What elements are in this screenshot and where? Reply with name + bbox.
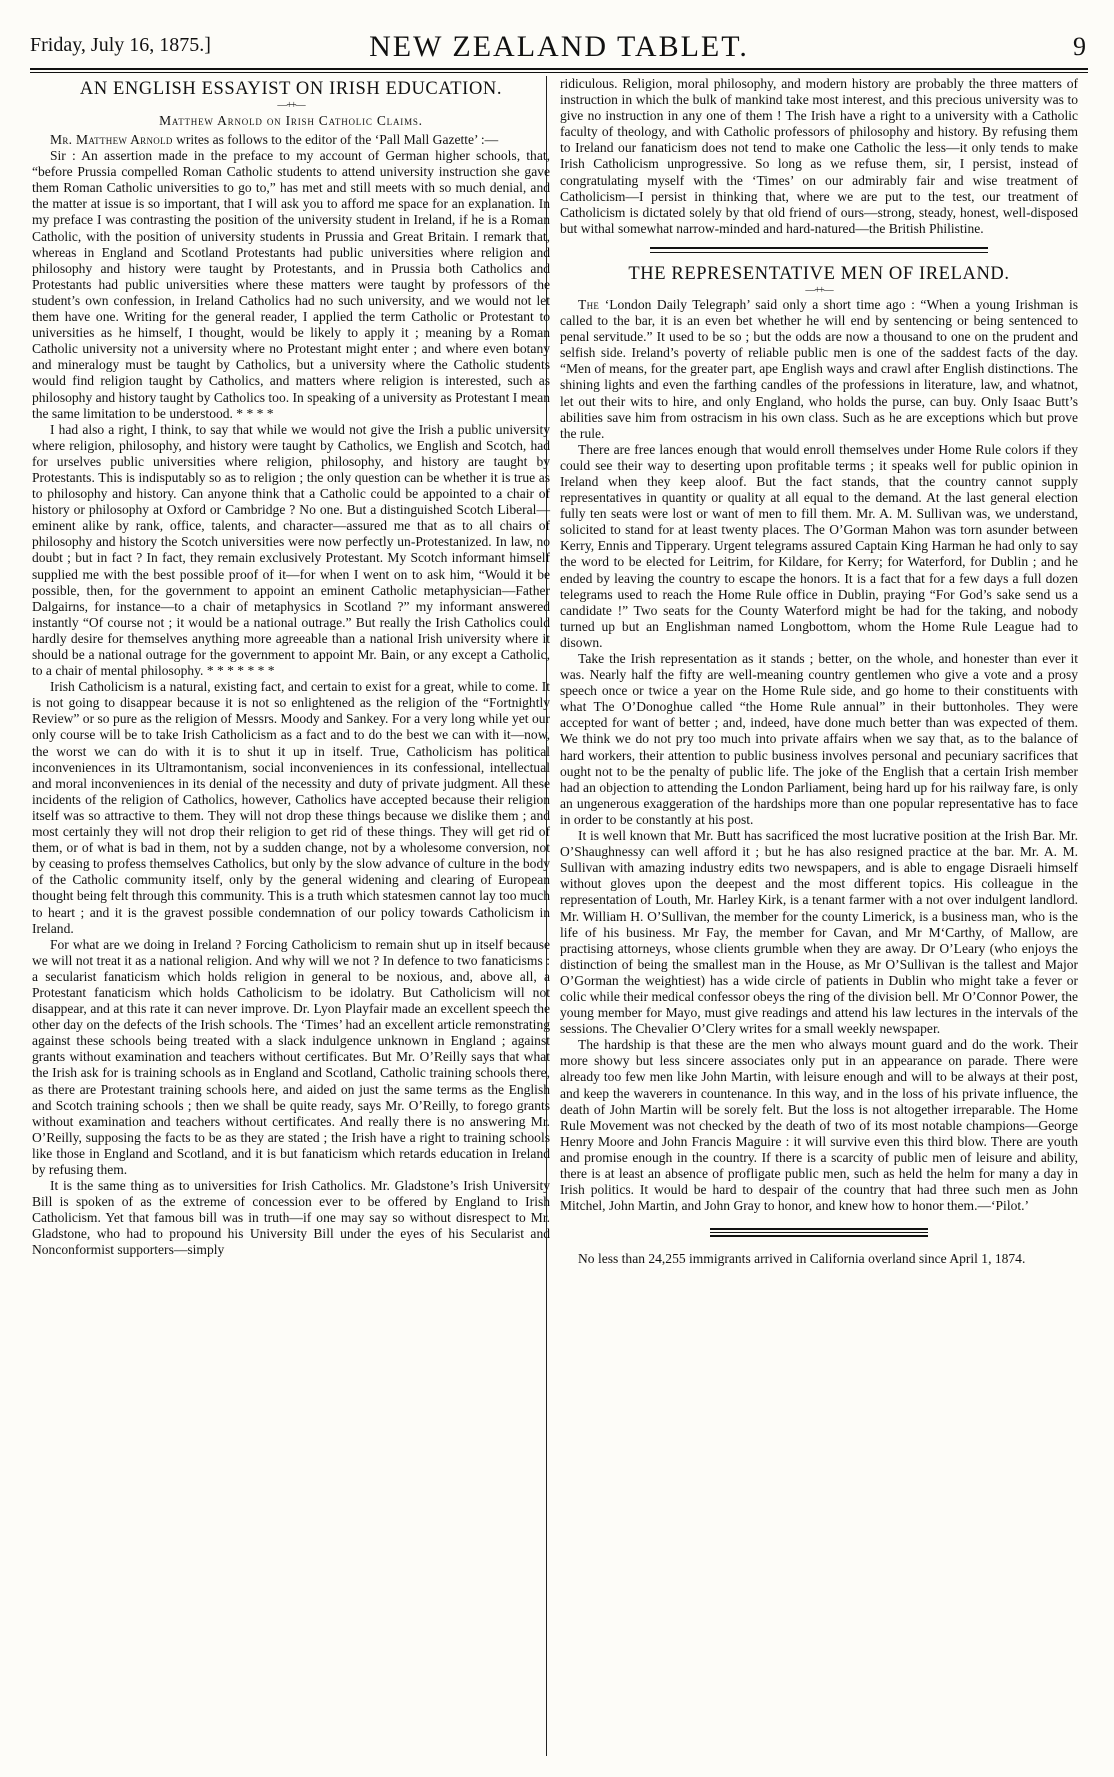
article1-heading: AN ENGLISH ESSAYIST ON IRISH EDUCATION.: [79, 79, 503, 99]
page-number: 9: [1073, 32, 1086, 61]
article2-paragraph: It is well known that Mr. Butt has sacrificed the most lucrative position at the Irish Bar. Mr. O’Shaughnessy can well afford it ; but he has also resigned practice at the bar. Mr. A. M. Sullivan with amazing industry edits two newspapers, and is able to engage Disraeli himself without gloves upon the deepest and the most different topics. His colleague in the representation of Louth, Mr. Harley Kirk, is a tenant farmer with a not over indulgent landlord. Mr. William H. O’Sullivan, the member for the county Limerick, is a business man, who is the life of his business. Mr Fay, the member for Cavan, and Mr M‘Carthy, of Mallow, are practising attorneys, whose clients grumble when they are away. Dr O’Leary (who enjoys the distinction of being the smallest man in the House, as Mr O’Sullivan is the tallest and Major O’Gorman the weightiest) has a wide circle of patients in Dublin who might take a fever or colic while their medical confessor obeys the ring of the division bell. Mr O’Connor Power, the young member for Mayo, must give readings and attend his law lectures in the intervals of the sessions. The Chevalier O’Clery writes for a small weekly newspaper.: [560, 828, 1078, 1037]
article2-intro-lead: The: [578, 296, 600, 312]
article1-paragraph: I had also a right, I think, to say that while we would not give the Irish a public university where religion, philosophy, and history were taught by Catholics, we English and Scotch, had for urselves public universities where religion, philosophy, and history are taught by Protestants. This is indisputably so as to religion ; the only question can be whether it is true as to philosophy and history. Can anyone think that a Catholic could be appointed to a chair of history or philosophy at Oxford or Cambridge ? No one. But a distinguished Scotch Liberal—eminent alike by rank, office, talents, and character—assured me that as to all chairs of philosophy and history the Scotch universities were now perfectly un-Protestanized. In law, no doubt ; but in fact ? In fact, they remain exclusively Protestant. My Scotch informant himself supplied me with the best possible proof of it—for when I went on to ask him, “Would it be possible, then, for the government to appoint an eminent Catholic metaphysician—Father Dalgairns, for instance—to a chair of metaphysics in Scotland ?” my informant answered instantly “Of course not ; it would be a national outrage.” But really the Irish Catholics could hardly desire for themselves anything more agreeable than a national Irish university where it should be a national outrage for the government to appoint Mr. Bain, or any except a Catholic, to a chair of mental philosophy. * * * * * * *: [32, 421, 550, 679]
article2-ornament: —++—: [805, 284, 833, 296]
masthead-rule: [30, 68, 1088, 73]
article2-heading: THE REPRESENTATIVE MEN OF IRELAND.: [628, 263, 1010, 284]
immigration-notice: No less than 24,255 immigrants arrived in California overland since April 1, 1874.: [578, 1251, 1026, 1267]
right-column: [560, 76, 1078, 1267]
left-column: [32, 76, 550, 1259]
article1-paragraph: For what are we doing in Ireland ? Forcing Catholicism to remain shut up in itself because we will not treat it as a national religion. And why will we not ? In defence to two fanaticisms : a secularist fanaticism which holds religion in general to be noxious, and, above all, a Protestant fanaticism which holds Catholicism to be idolatry. But Catholicism will not disappear, and at this rate it can never improve. Dr. Lyon Playfair made an excellent speech the other day on the defects of the Irish schools. The ‘Times’ had an excellent article remonstrating against these schools being treated with a slack indulgence unknown in England ; against grants without examination and teachers without certificates. But Mr. O’Reilly says that what the Irish ask for is training schools as in England and Scotland, Catholic training schools there, as there are Protestant training schools here, and aided on just the same terms as the English and Scotch training schools ; then we shall be quite ready, says Mr. O’Reilly, to forego grants without examination and teachers without certificates. And really there is no answering Mr. O’Reilly, supposing the facts to be as they are stated ; the Irish have a right to training schools like those in England and Scotland, and it is but fanaticism which retards education in Ireland by refusing them.: [32, 936, 550, 1177]
article1-paragraph: It is the same thing as to universities for Irish Catholics. Mr. Gladstone’s Irish University Bill is spoken of as the extreme of concession ever to be offered by England to Irish Catholicism. Yet that famous bill was in truth—if one may say so without disrespect to Mr. Gladstone, who had to propound his University Bill under the eyes of his Secularist and Nonconformist supporters—simply: [32, 1178, 550, 1258]
article1-paragraph: Irish Catholicism is a natural, existing fact, and certain to exist for a great, while to come. It is not going to disappear because it is not so enlightened as the religion of the “Fortnightly Review” or so pure as the religion of Messrs. Moody and Sankey. For a very long while yet our only course will be to take Irish Catholicism as a fact and to do the best we can with it—now, the worst we can do with it is to shut it up in itself. True, Catholicism has political inconveniences in its Ultramontanism, social inconveniences in its confessional, intellectual and moral inconveniences in its denial of the necessity and duty of private judgment. All these incidents of the religion of Catholics, however, Catholics have accepted because their religion itself was so attractive to them. They will not drop these things because we dislike them ; and most certainly they will not drop their religion to get rid of these things. They will get rid of them, or of what is bad in them, not by a sudden change, not by a wholesome conversion, not by ceasing to profess themselves Catholics, but only by the slow advance of culture in the body of the Catholic community itself, only by the general widening and clearing of European thought being felt through this community. This is a truth which statesmen cannot lay too much to heart ; and it is the gravest possible condemnation of our policy towards Catholicism in Ireland.: [32, 679, 550, 936]
newspaper-title: NEW ZEALAND TABLET.: [369, 30, 749, 63]
article1-subheading: Matthew Arnold on Irish Catholic Claims.: [159, 113, 423, 128]
article1-intro-rest: writes as follows to the editor of the ‘Pall Mall Gazette’ :—: [172, 132, 499, 147]
notice-separator: [710, 1228, 928, 1237]
article1-intro: [32, 132, 550, 148]
article2-paragraph: There are free lances enough that would enroll themselves under Home Rule colors if they could see their way to deserting upon profitable terms ; it speaks well for public opinion in Ireland when they keep aloof. But the fact stands, that the country cannot supply representatives in quantity or quality at all equal to the demand. At the last general election fully ten seats were lost or want of men to fill them. Mr. A. M. Sullivan was, we understand, solicited to stand for at least twenty places. The O’Gorman Mahon was torn asunder between Kerry, Ennis and Tipperary. Urgent telegrams assured Captain King Harman he had only to say the word to be elected for Leitrim, for Kildare, for Kerry; for Waterford, for Dublin ; and he ended by leaving the country to escape the honors. It is a fact that for a few days a full dozen telegrams used to reach the Home Rule office in Dublin, praying “For God’s sake send us a candidate !” Two seats for the County Waterford might be had for the taking, and nobody turned up but an Englishman named Longbottom, whom the Home Rule League had to disown.: [560, 441, 1078, 650]
article2-paragraph: The hardship is that these are the men who always mount guard and do the work. Their more showy but less sincere associates only put in an appearance on parade. There were already too few men like John Martin, with leisure enough and will to be always at their post, and keep the waverers in countenance. In this way, and in the loss of his private influence, the death of John Martin will be sorely felt. But the loss is not altogether irreparable. The Home Rule Movement was not checked by the death of two of its most notable champions—George Henry Moore and John Francis Maguire : it will survive even this third blow. There are youth and promise enough in the country. If there is a scarcity of public men of leisure and ability, there is at least an absence of profligate public men, such as held the helm for many a day in Irish politics. It would be hard to despair of the country that had three such men as John Mitchel, John Martin, and John Gray to honor, and knew how to honor them.—‘Pilot.’: [560, 1037, 1078, 1214]
article1-paragraph: Sir : An assertion made in the preface to my account of German higher schools, that, “before Prussia compelled Roman Catholic students to attend university instruction she gave them Roman Catholic universities to go to,” has met and still meets with so much denial, and the matter at issue is so important, that I will ask you to afford me space for an explanation. In my preface I was contrasting the position of the university student in Ireland, if he is a Roman Catholic, with the position of university students in Prussia and Great Britain. I remark that, whereas in England and Scotland Protestants had public universities where religion and philosophy and history were taught by Protestants, and in Prussia both Catholics and Protestants had public universities where these matters were taught by professors of the student’s own confession, in Ireland Catholics had no such university, and we would not let them have one. Writing for the general reader, I applied the term Catholic or Protestant to universities as he himself, I thought, would be likely to apply it ; meaning by a Roman Catholic university not a university where no Protestant might enter ; and where even botany and mineralogy must be taught by Catholics, but a university where the Catholic students would find religion taught by Catholics, and matters where religion is interested, such as philosophy and history taught by Catholics too. In speaking of a university as Protestant I mean the same limitation to be understood. * * * *: [32, 148, 550, 421]
article2-paragraph: Take the Irish representation as it stands ; better, on the whole, and honester than ever it was. Nearly half the fifty are well-meaning country gentlemen who give a vote and a prosy speech once or twice a year on the Home Rule side, and go home to their constituents with what The O’Donoghue called “the Home Rule annual” in their buttonholes. They were accepted for want of better ; and, indeed, have done much better than was expected of them. We think we do not pry too much into private affairs when we say that, as to the balance of hard workers, their attention to public business involves personal and pecuniary sacrifices that ought not to be the penalty of public life. The joke of the English that a certain Irish member had an objection to attending the London Parliament, being hard up for his railway fare, is only an ungenerous exaggeration of the hardships more than one popular representative has to face in order to be constantly at his post.: [560, 651, 1078, 827]
article1-ornament: —++—: [277, 100, 305, 111]
masthead: [30, 28, 1088, 68]
article2-intro-rest: ‘London Daily Telegraph’ said only a short time ago : “When a young Irishman is called to the bar, it is an even bet whether he will end by sentencing or being sentenced to penal servitude.” It used to be so ; but the odds are now a thousand to one on the prudent and selfish side. Ireland’s poverty of reliable public men is one of the saddest facts of the day. “Men of means, for the greater part, ape English ways and crawl after English distinctions. The shining lights and even the farthing candles of the professions in literature, law, and whatnot, let out their wits to hire, and only England, who holds the purse, can buy. Only Isaac Butt’s abilities save him from ostracism in his own class. Such as he are exceptions which but prove the rule.: [560, 296, 1078, 441]
article2-intro: [560, 297, 1078, 442]
article-separator: [650, 247, 988, 253]
article1-continuation: ridiculous. Religion, moral philosophy, and modern history are probably the three matters of instruction in which the bulk of mankind take most interest, and this precious university was to give no instruction in any one of them ! The Irish have a right to a university with a Catholic faculty of theology, and with Catholic professors of philosophy and history. By refusing them to Ireland our fanaticism does not tend to make one Catholic the less—it only tends to make Irish Catholicism unprogressive. So long as we refuse them, sir, I persist, instead of congratulating myself with the ‘Times’ on our admirably fair and wise treatment of Catholicism—I persist in thinking that, where we are put to the test, our treatment of Catholicism is dictated solely by that old friend of ours—strong, steady, honest, well-disposed but withal somewhat narrow-minded and hard-natured—the British Philistine.: [560, 76, 1078, 236]
article1-intro-lead: Mr. Matthew Arnold: [50, 132, 173, 147]
issue-date: Friday, July 16, 1875.]: [30, 34, 211, 56]
